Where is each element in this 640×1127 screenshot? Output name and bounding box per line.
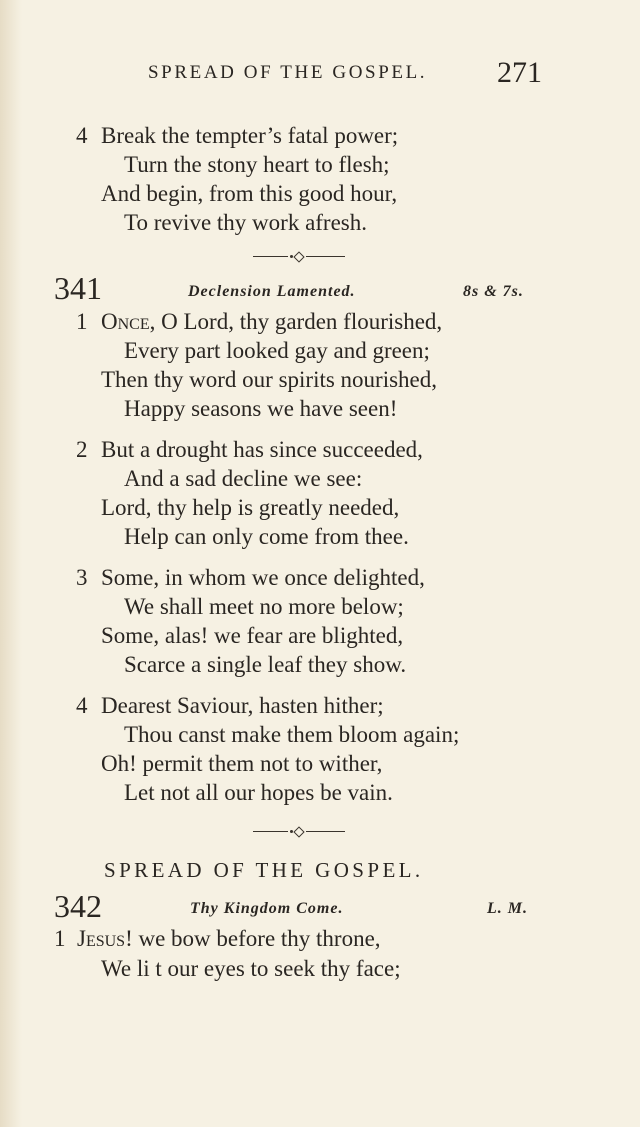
- verse-line: Scarce a single leaf they show.: [124, 652, 407, 677]
- verse-line: And begin, from this good hour,: [101, 181, 398, 206]
- verse-line: Some, alas! we fear are blighted,: [101, 623, 404, 648]
- verse-first-word: Jesus: [77, 926, 126, 951]
- verse-first-line: But a drought has since succeeded,: [101, 437, 423, 462]
- ornamental-divider: [253, 251, 345, 263]
- verse-line: Every part looked gay and green;: [124, 338, 430, 363]
- ornamental-divider: [253, 826, 345, 838]
- verse-first-line: Dearest Saviour, hasten hither;: [101, 693, 384, 718]
- verse-number: 1: [54, 926, 66, 951]
- verse-first-line: Some, in whom we once delighted,: [101, 565, 425, 590]
- verse-number: 1: [76, 309, 88, 334]
- verse-line: And a sad decline we see:: [124, 466, 363, 491]
- page-number: 271: [497, 56, 542, 89]
- verse-first-line-rest: ! we bow before thy throne,: [125, 926, 381, 951]
- verse-line: Turn the stony heart to flesh;: [124, 152, 390, 177]
- hymn-title: Thy Kingdom Come.: [190, 900, 344, 917]
- hymn-number: 342: [54, 888, 102, 924]
- hymn-number: 341: [54, 270, 102, 306]
- hymn-title: Declension Lamented.: [188, 283, 356, 300]
- hymn-meter: L. M.: [487, 900, 528, 917]
- verse-line: Lord, thy help is greatly needed,: [101, 495, 400, 520]
- verse-line: To revive thy work afresh.: [124, 210, 368, 235]
- verse-line: Oh! permit them not to wither,: [101, 751, 383, 776]
- verse-line: Then thy word our spirits nourished,: [101, 367, 438, 392]
- verse-line: Thou canst make them bloom again;: [124, 722, 460, 747]
- verse-line: We shall meet no more below;: [124, 594, 404, 619]
- verse-line: Happy seasons we have seen!: [124, 396, 398, 421]
- verse-number: 4: [76, 123, 88, 148]
- verse-number: 2: [76, 437, 88, 462]
- verse-first-line-rest: , O Lord, thy garden flourished,: [149, 309, 443, 334]
- verse-first-line: [77, 925, 381, 953]
- verse-line: Let not all our hopes be vain.: [124, 780, 393, 805]
- running-head: SPREAD OF THE GOSPEL.: [148, 62, 428, 83]
- verse-first-word: Once: [101, 309, 150, 334]
- hymn-meter: 8s & 7s.: [463, 283, 524, 300]
- verse-first-line: [101, 308, 442, 336]
- verse-line: We li t our eyes to seek thy face;: [101, 956, 401, 981]
- verse-number: 3: [76, 565, 88, 590]
- verse-line: Help can only come from thee.: [124, 524, 409, 549]
- verse-number: 4: [76, 693, 88, 718]
- section-heading: SPREAD OF THE GOSPEL.: [104, 858, 424, 882]
- verse-line: Break the tempter’s fatal power;: [101, 123, 399, 148]
